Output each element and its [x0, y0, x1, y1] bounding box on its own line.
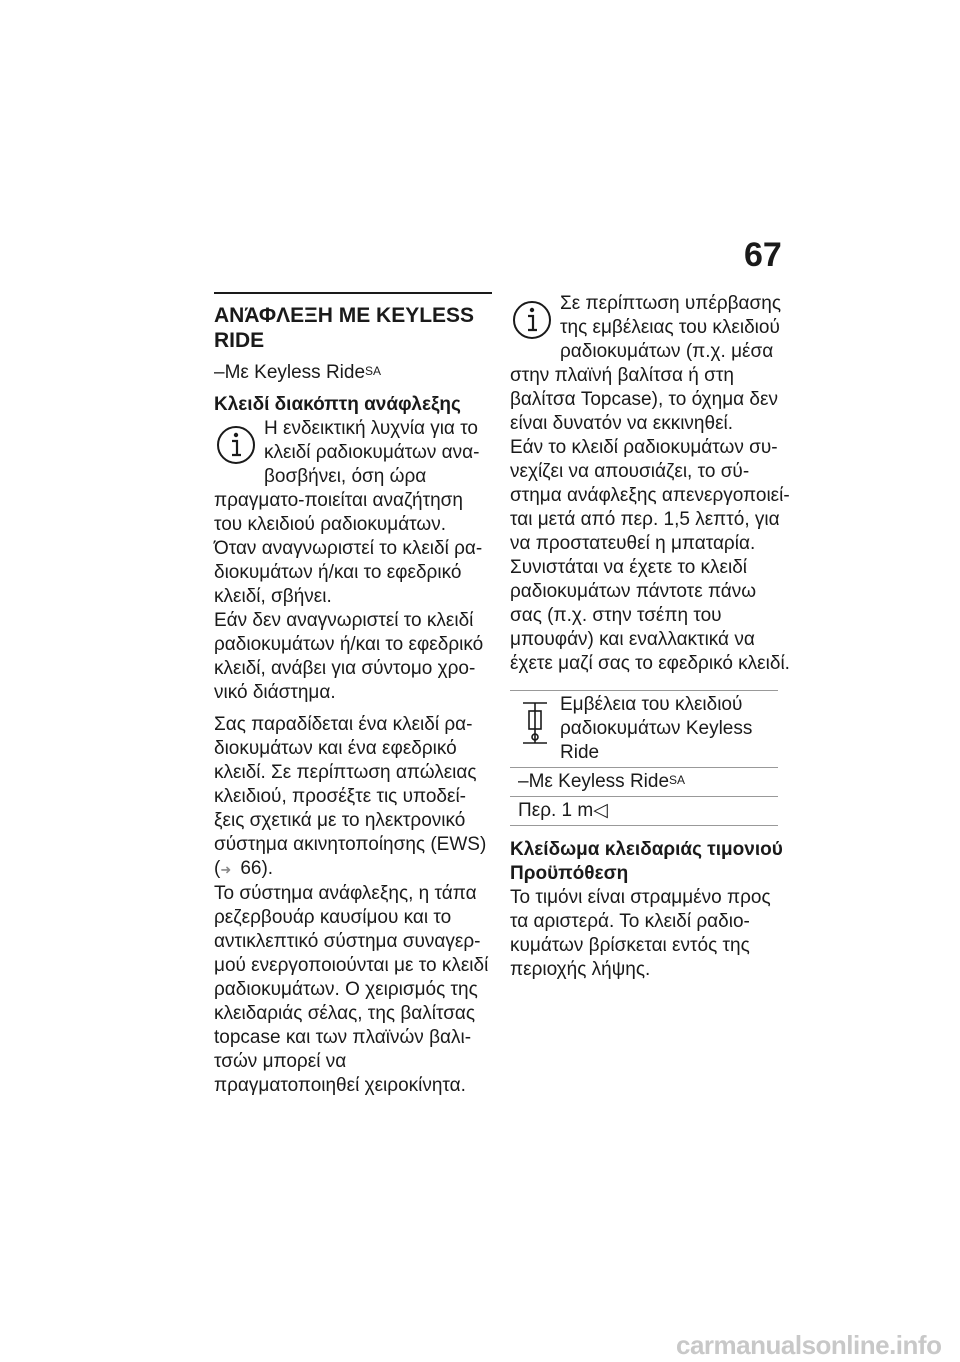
info-note: [214, 417, 496, 537]
paragraph: Εάν το κλειδί ραδιοκυμάτων συ-νεχίζει να απουσιάζει, το σύ-στημα ανάφλεξης απενεργοποιεί-ται μετά από περ. 1,5 λεπτό, για να προστατευθεί η μπαταρία.: [510, 437, 790, 554]
info-note: [510, 292, 792, 436]
subheading-ignition-key: Κλειδί διακόπτη ανάφλεξης: [214, 394, 461, 415]
spec-sa-row: –Με Keyless Ride$^{SA}$: [510, 768, 778, 797]
sa-line: –Με Keyless Ride$^{SA}$: [214, 362, 382, 383]
paragraph: Το σύστημα ανάφλεξης, η τάπα ρεζερβουάρ καυσίμου και το αντικλεπτικό σύστημα συναγερ-μού ενεργοποιούνται με το κλειδί ραδιοκυμάτων. Ο χειρισμός της κλειδαριάς σέλας, της βαλίτσας topcase και των πλαϊνών βαλι-τσών μπορεί να πραγματοποιηθεί χειροκίνητα.: [214, 883, 489, 1096]
right-column: [510, 292, 792, 982]
section-title: ΑΝΆΦΛΕΞΗ ΜΕ KEYLESS RIDE: [214, 304, 475, 352]
note-text: Σε περίπτωση υπέρβασης της εμβέλειας του κλειδιού ραδιοκυμάτων (π.χ. μέσα στην πλαϊνή βαλίτσα ή στη βαλίτσα Topcase), το όχημα δεν είναι δυνατόν να εκκινηθεί.: [510, 293, 781, 434]
spec-title: Εμβέλεια του κλειδιού ραδιοκυμάτων Keyless Ride: [560, 694, 753, 763]
page-number: 67: [744, 236, 782, 274]
spec-value-row: Περ. 1 m◁: [510, 797, 778, 826]
arrow-right-icon: ➜: [220, 862, 232, 877]
paragraph: Όταν αναγνωριστεί το κλειδί ρα-διοκυμάτων ή/και το εφεδρικό κλειδί, σβήνει.: [214, 538, 483, 607]
spec-title-row: [510, 691, 778, 768]
left-column: [214, 292, 496, 1098]
paragraph: Εάν δεν αναγνωριστεί το κλειδί ραδιοκυμάτων ή/και το εφεδρικό κλειδί, ανάβει για σύντομο χρο-νικό διάστημα.: [214, 610, 484, 703]
paragraph: Σας παραδίδεται ένα κλειδί ρα-διοκυμάτων και ένα εφεδρικό κλειδί. Σε περίπτωση απώλειας κλειδιού, προσέξτε τις υποδεί-ξεις σχετικά με το ηλεκτρονικό σύστημα ακινητοποίησης (EWS) (➜ 66).: [214, 713, 496, 882]
page-reference-link[interactable]: 66: [240, 858, 262, 879]
heading-steering-lock: Κλείδωμα κλειδαριάς τιμονιού: [510, 839, 783, 860]
info-icon: [510, 298, 554, 342]
info-icon: [214, 423, 258, 467]
paragraph: Συνιστάται να έχετε το κλειδί ραδιοκυμάτων πάντοτε πάνω σας (π.χ. στην τσέπη του μπουφάν) και εναλλακτικά να έχετε μαζί σας το εφεδρικό κλειδί.: [510, 557, 790, 674]
range-measure-icon: [518, 697, 552, 749]
spec-table: [510, 690, 778, 826]
watermark: carmanualsonline.info: [676, 1330, 942, 1360]
paragraph: Το τιμόνι είναι στραμμένο προς τα αριστερά. Το κλειδί ραδιο-κυμάτων βρίσκεται εντός της περιοχής λήψης.: [510, 887, 771, 980]
section-divider: [214, 292, 492, 294]
subheading-prerequisite: Προϋπόθεση: [510, 863, 629, 884]
note-text: Η ενδεικτική λυχνία για το κλειδί ραδιοκυμάτων ανα-βοσβήνει, όση ώρα πραγματο-ποιείται αναζήτηση του κλειδιού ραδιοκυμάτων.: [214, 418, 480, 535]
